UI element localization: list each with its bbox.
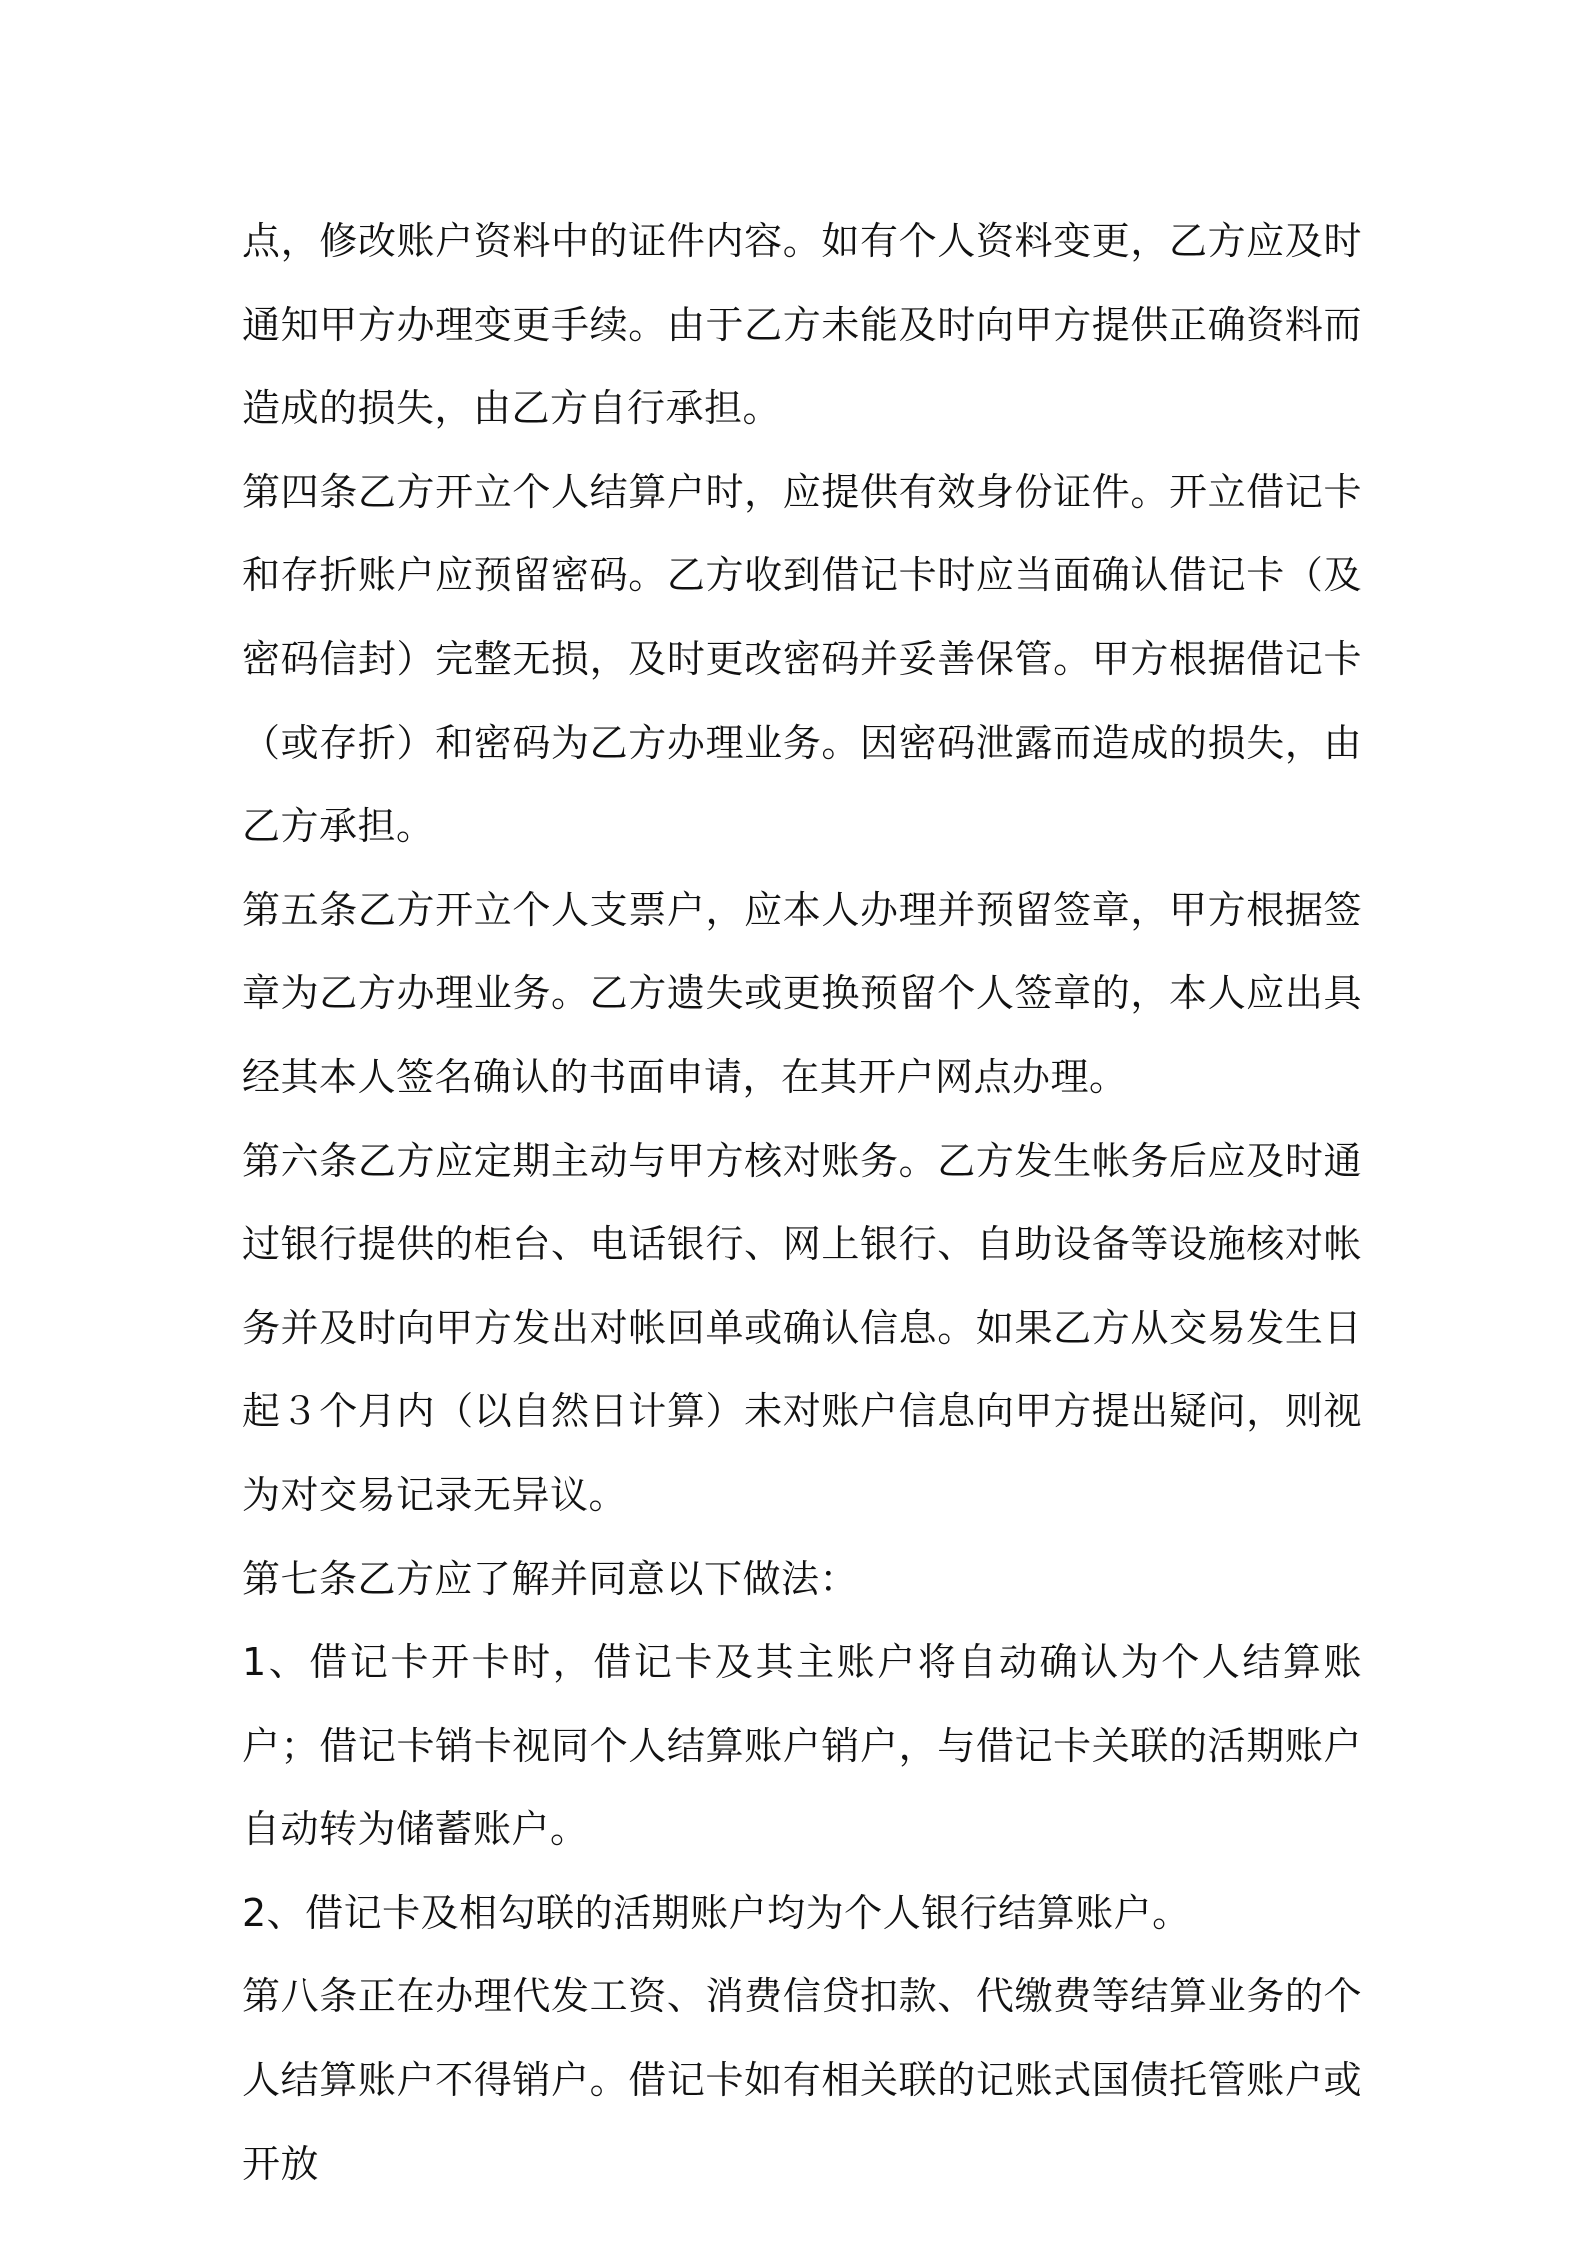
paragraph-article-7-item-2: 2、借记卡及相勾联的活期账户均为个人银行结算账户。 [242, 1890, 1191, 1935]
paragraph-account-info-change: 点，修改账户资料中的证件内容。如有个人资料变更，乙方应及时通知甲方办理变更手续。由于乙方未能及时向甲方提供正确资料而造成的损失，由乙方自行承担。 [242, 219, 1362, 431]
paragraph-article-7-item-1: 1、借记卡开卡时，借记卡及其主账户将自动确认为个人结算账户；借记卡销卡视同个人结算账户销户，与借记卡关联的活期账户自动转为储蓄账户。 [242, 1640, 1362, 1852]
document-body [242, 200, 1362, 2206]
paragraph-article-7: 第七条乙方应了解并同意以下做法： [242, 1556, 859, 1601]
paragraph-article-8: 第八条正在办理代发工资、消费信贷扣款、代缴费等结算业务的个人结算账户不得销户。借记卡如有相关联的记账式国债托管账户或开放 [242, 1974, 1362, 2186]
paragraph-article-6: 第六条乙方应定期主动与甲方核对账务。乙方发生帐务后应及时通过银行提供的柜台、电话银行、网上银行、自助设备等设施核对帐务并及时向甲方发出对帐回单或确认信息。如果乙方从交易发生日起３个月内（以自然日计算）未对账户信息向甲方提出疑问，则视为对交易记录无异议。 [242, 1138, 1362, 1517]
paragraph-article-5: 第五条乙方开立个人支票户，应本人办理并预留签章，甲方根据签章为乙方办理业务。乙方遗失或更换预留个人签章的，本人应出具经其本人签名确认的书面申请，在其开户网点办理。 [242, 887, 1362, 1099]
paragraph-article-4: 第四条乙方开立个人结算户时，应提供有效身份证件。开立借记卡和存折账户应预留密码。乙方收到借记卡时应当面确认借记卡（及密码信封）完整无损，及时更改密码并妥善保管。甲方根据借记卡（或存折）和密码为乙方办理业务。因密码泄露而造成的损失，由乙方承担。 [242, 469, 1362, 849]
